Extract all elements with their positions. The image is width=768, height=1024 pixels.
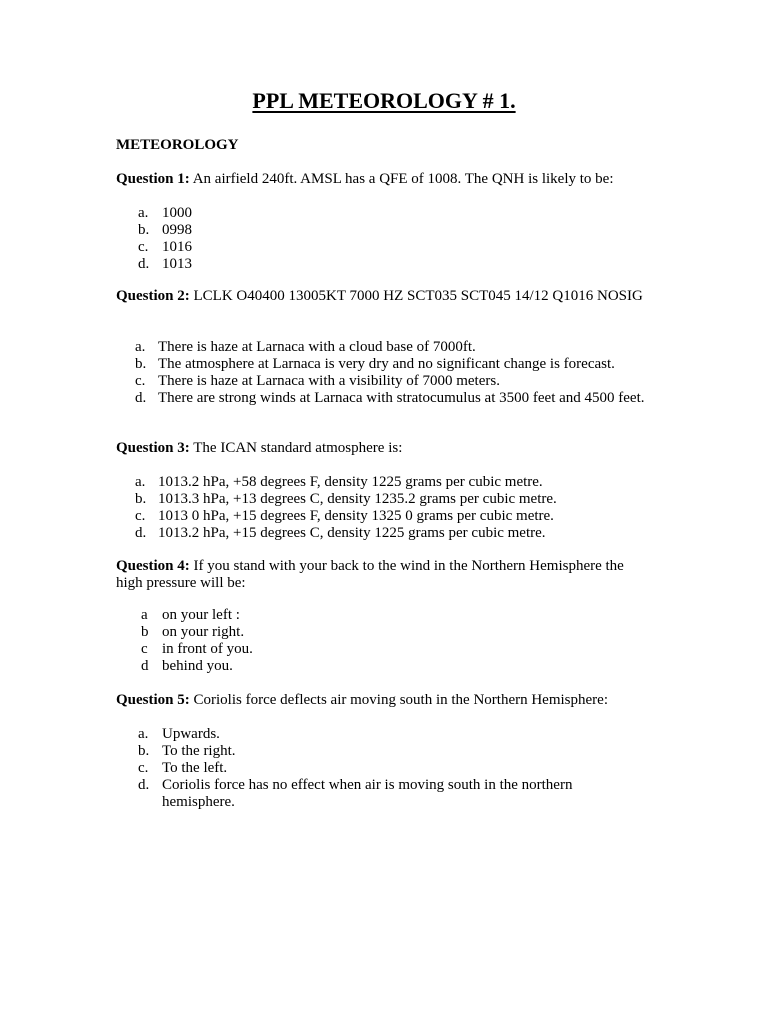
question-2-label: Question 2: xyxy=(116,288,190,304)
option-text: Coriolis force has no effect when air is moving south in the northern hemisphere. xyxy=(162,777,573,810)
option-text: on your left : xyxy=(162,607,240,623)
option-text: on your right. xyxy=(162,624,245,640)
question-1-option-d xyxy=(116,256,646,273)
question-2-option-a xyxy=(116,339,646,356)
option-text: 1016 xyxy=(162,239,192,255)
question-4-option-b xyxy=(116,624,646,641)
question-1 xyxy=(116,171,646,272)
question-5-options xyxy=(116,726,646,811)
option-marker: a. xyxy=(138,205,149,221)
option-marker: b. xyxy=(135,356,147,372)
option-marker: d. xyxy=(135,390,147,406)
question-5-text: Coriolis force deflects air moving south in the Northern Hemisphere: xyxy=(193,692,608,708)
option-text: 1013.2 hPa, +58 degrees F, density 1225 grams per cubic metre. xyxy=(158,474,543,490)
question-5-option-a xyxy=(116,726,646,743)
option-marker: a xyxy=(141,607,148,623)
option-marker: c. xyxy=(138,239,149,255)
option-marker: b. xyxy=(138,743,150,759)
question-3-option-c xyxy=(116,508,646,525)
option-text: There are strong winds at Larnaca with stratocumulus at 3500 feet and 4500 feet. xyxy=(158,390,645,406)
question-4-option-c xyxy=(116,641,646,658)
option-text: 1013.2 hPa, +15 degrees C, density 1225 grams per cubic metre. xyxy=(158,525,546,541)
question-3 xyxy=(116,440,646,541)
option-text: behind you. xyxy=(162,658,233,674)
question-4-option-d xyxy=(116,658,646,675)
question-2-option-d xyxy=(116,390,646,407)
question-2-stem xyxy=(116,288,646,305)
option-text: 1013 xyxy=(162,256,192,272)
question-2-text: LCLK O40400 13005KT 7000 HZ SCT035 SCT045 14/12 Q1016 NOSIG xyxy=(193,288,643,304)
question-1-option-b xyxy=(116,222,646,239)
question-3-text: The ICAN standard atmosphere is: xyxy=(193,440,403,456)
question-5-option-c xyxy=(116,760,646,777)
question-4-options xyxy=(116,607,646,675)
question-5-stem xyxy=(116,692,646,709)
option-text: There is haze at Larnaca with a cloud base of 7000ft. xyxy=(158,339,476,355)
option-marker: b. xyxy=(135,491,147,507)
question-1-options xyxy=(116,205,646,273)
option-text: 0998 xyxy=(162,222,192,238)
option-marker: a. xyxy=(135,474,146,490)
question-1-text: An airfield 240ft. AMSL has a QFE of 1008. The QNH is likely to be: xyxy=(192,171,614,187)
question-1-label: Question 1: xyxy=(116,171,190,187)
option-marker: b xyxy=(141,624,149,640)
option-marker: c xyxy=(141,641,148,657)
option-text: 1013.3 hPa, +13 degrees C, density 1235.2 grams per cubic metre. xyxy=(158,491,557,507)
section-heading: METEOROLOGY xyxy=(116,137,239,153)
option-text: Upwards. xyxy=(162,726,220,742)
question-4-text: If you stand with your back to the wind in the Northern Hemisphere the high pressure will be: xyxy=(116,558,624,591)
question-3-option-a xyxy=(116,474,646,491)
question-3-label: Question 3: xyxy=(116,440,190,456)
option-marker: d. xyxy=(138,256,150,272)
question-1-stem xyxy=(116,171,646,188)
option-marker: a. xyxy=(138,726,149,742)
option-marker: b. xyxy=(138,222,150,238)
question-2-option-c xyxy=(116,373,646,390)
question-3-option-b xyxy=(116,491,646,508)
option-text: To the left. xyxy=(162,760,228,776)
option-marker: d xyxy=(141,658,149,674)
option-marker: c. xyxy=(135,508,146,524)
option-marker: d. xyxy=(135,525,147,541)
option-marker: d. xyxy=(138,777,150,793)
question-1-option-a xyxy=(116,205,646,222)
option-text: 1000 xyxy=(162,205,192,221)
option-marker: a. xyxy=(135,339,146,355)
option-marker: c. xyxy=(138,760,149,776)
question-5 xyxy=(116,692,646,810)
question-4-label: Question 4: xyxy=(116,558,190,574)
question-1-option-c xyxy=(116,239,646,256)
question-4-stem xyxy=(116,558,646,592)
page-title: PPL METEOROLOGY # 1. xyxy=(252,88,516,113)
option-text: in front of you. xyxy=(162,641,253,657)
option-marker: c. xyxy=(135,373,146,389)
question-5-option-b xyxy=(116,743,646,760)
option-text: There is haze at Larnaca with a visibility of 7000 meters. xyxy=(158,373,500,389)
question-2-options xyxy=(116,339,646,407)
option-text: 1013 0 hPa, +15 degrees F, density 1325 0 grams per cubic metre. xyxy=(158,508,554,524)
question-5-option-d xyxy=(116,777,646,811)
question-3-stem xyxy=(116,440,646,457)
question-3-option-d xyxy=(116,525,646,542)
question-5-label: Question 5: xyxy=(116,692,190,708)
question-4-option-a xyxy=(116,607,646,624)
question-4 xyxy=(116,558,646,674)
question-2 xyxy=(116,288,646,406)
option-text: The atmosphere at Larnaca is very dry and no significant change is forecast. xyxy=(158,356,615,372)
option-text: To the right. xyxy=(162,743,236,759)
question-2-option-b xyxy=(116,356,646,373)
question-3-options xyxy=(116,474,646,542)
